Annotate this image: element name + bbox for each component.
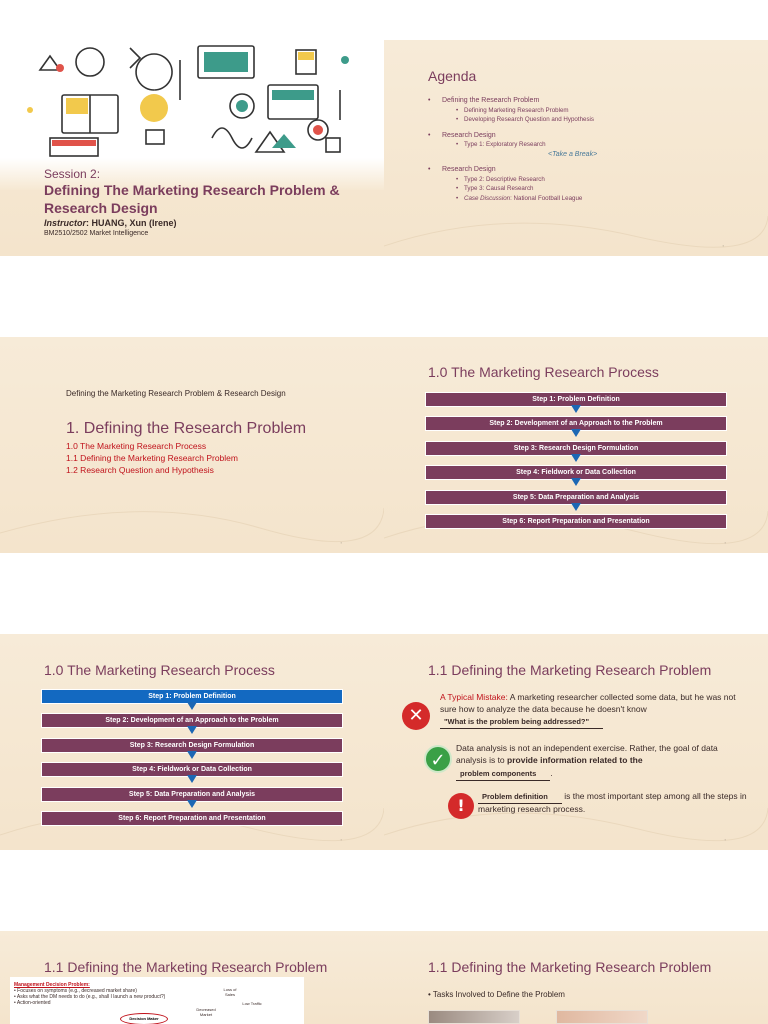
alert-icon: ! xyxy=(448,793,474,819)
down-arrow-icon xyxy=(187,726,197,734)
take-a-break: <Take a Break> xyxy=(548,150,598,158)
slide-5[interactable]: 1.0 The Marketing Research Process Step 1: Problem Definition Step 2: Development of an Approach to the Problem Step 3: Research Design Formulation Step 4: Fieldwork or Data Collection Step 5: Data Preparation and Analysis Step 6: Report Preparation and Presentation ▪ xyxy=(0,634,384,850)
definition-body: is the most important step among all the steps in marketing research process. xyxy=(478,791,747,814)
down-arrow-icon xyxy=(187,775,197,783)
analysis-bold: provide information related to the xyxy=(507,754,643,765)
down-arrow-icon xyxy=(571,429,581,437)
process-step-1: Step 1: Problem Definition xyxy=(425,392,727,407)
down-arrow-icon xyxy=(571,454,581,462)
slide-2[interactable]: Agenda • Defining the Research Problem • Defining Marketing Research Problem • Developing Research Question and Hypothesis • Research Design • Type 1: Exploratory Research <Take a Break> • Research Design • Type 2: Descriptive Research • Type 3: Causal Research • Case Discussion: National Football League ▪ xyxy=(384,40,768,256)
case-discussion-text: : National Football League xyxy=(510,194,583,202)
slide-6[interactable]: 1.1 Defining the Marketing Research Problem ✕ A Typical Mistake: A marketing researcher collected some data, but he was not sure how to analyze the data because he doesn't know "What is the problem being addressed?" ✓ Data analysis is not an independent exercise. Rather, the goal of data analysis is to provide information related to the problem components . ! Problem definition is the most important step among all the steps in marketing research process. ▪ xyxy=(384,634,768,850)
process-step-6: Step 6: Report Preparation and Presentation xyxy=(425,514,727,529)
down-arrow-icon xyxy=(571,405,581,413)
mdp-item: • Focuses on symptoms (e.g., decreased market share) xyxy=(14,988,137,994)
agenda-subitem: • Defining Marketing Research Problem xyxy=(428,106,748,116)
agenda-subitem: • Type 3: Causal Research xyxy=(428,184,748,194)
definition-text xyxy=(478,791,750,815)
process-step-5: Step 5: Data Preparation and Analysis xyxy=(41,787,343,802)
slide-1-title: Defining The Marketing Research Problem & Research Design xyxy=(44,182,340,216)
process-step-4: Step 4: Fieldwork or Data Collection xyxy=(41,762,343,777)
analysis-body: Data analysis is not an independent exercise. Rather, the goal of data analysis is to xyxy=(456,743,718,765)
process-step-4: Step 4: Fieldwork or Data Collection xyxy=(425,465,727,480)
down-arrow-icon xyxy=(187,751,197,759)
instructor-line xyxy=(44,218,177,228)
section-link: 1.0 The Marketing Research Process xyxy=(66,441,207,451)
diagram-label: Low Traffic xyxy=(242,1001,262,1006)
slide-3-wave xyxy=(0,483,384,553)
process-step-3: Step 3: Research Design Formulation xyxy=(41,738,343,753)
agenda-subitem: • Type 2: Descriptive Research xyxy=(428,175,748,185)
slide-5-heading: 1.0 The Marketing Research Process xyxy=(44,662,275,678)
mistake-quote-line xyxy=(440,716,603,729)
agenda-subitem xyxy=(428,194,748,204)
problem-definition-blank: Problem definition xyxy=(478,791,562,804)
process-step-5: Step 5: Data Preparation and Analysis xyxy=(425,490,727,505)
analysis-fill-line: problem components . xyxy=(456,768,553,781)
mdp-item: • Asks what the DM needs to do (e.g., shall I launch a new product?) xyxy=(14,994,166,1000)
process-step-2: Step 2: Development of an Approach to the Problem xyxy=(41,713,343,728)
mdp-block xyxy=(14,982,194,1006)
slide-3-title: 1. Defining the Research Problem xyxy=(66,420,307,437)
slide-4[interactable]: 1.0 The Marketing Research Process Step 1: Problem Definition Step 2: Development of an Approach to the Problem Step 3: Research Design Formulation Step 4: Fieldwork or Data Collection Step 5: Data Preparation and Analysis Step 6: Report Preparation and Presentation ▪ xyxy=(384,337,768,553)
mdp-item: • Action-oriented xyxy=(14,1000,51,1006)
agenda-heading: Agenda xyxy=(428,68,477,84)
process-step-3: Step 3: Research Design Formulation xyxy=(425,441,727,456)
slide-7[interactable] xyxy=(0,931,384,1024)
mistake-quote: "What is the problem being addressed?" xyxy=(440,716,603,729)
tasks-bullet: • Tasks Involved to Define the Problem xyxy=(428,990,565,999)
instructor-name: : HUANG, Xun (Irene) xyxy=(86,218,177,228)
instructor-label: Instructor xyxy=(44,218,87,228)
diagram-label: Decreased Market xyxy=(196,1007,216,1017)
mistake-body: A marketing researcher collected some data, but he was not sure how to analyze the data because he doesn't know xyxy=(440,692,736,714)
agenda-item: • Research Design xyxy=(428,165,748,175)
mistake-text xyxy=(440,692,750,715)
slide-3-items xyxy=(66,440,238,476)
case-discussion-label: Case Discussion xyxy=(464,194,511,202)
slide-8-heading: 1.1 Defining the Marketing Research Problem xyxy=(428,959,712,975)
decision-diagram xyxy=(10,977,304,1024)
agenda-item: • Defining the Research Problem xyxy=(428,96,748,106)
agenda-subitem: • Developing Research Question and Hypothesis xyxy=(428,115,748,125)
photo-1 xyxy=(428,1010,520,1024)
slide-3[interactable]: Defining the Marketing Research Problem & Research Design 1. Defining the Research Problem 1.0 The Marketing Research Process 1.1 Defining the Marketing Research Problem 1.2 Research Question and Hypothesis ▪ xyxy=(0,337,384,553)
section-link: 1.2 Research Question and Hypothesis xyxy=(66,465,214,475)
agenda-subitem: • Type 1: Exploratory Research xyxy=(428,140,748,150)
slide-8[interactable] xyxy=(384,931,768,1024)
slide-4-heading: 1.0 The Marketing Research Process xyxy=(428,364,659,380)
slide-3-subtitle: Defining the Marketing Research Problem & Research Design xyxy=(66,389,286,398)
down-arrow-icon xyxy=(187,800,197,808)
agenda-item: • Research Design xyxy=(428,131,748,141)
down-arrow-icon xyxy=(571,503,581,511)
check-icon: ✓ xyxy=(424,745,452,773)
process-step-2: Step 2: Development of an Approach to the Problem xyxy=(425,416,727,431)
slide-6-heading: 1.1 Defining the Marketing Research Problem xyxy=(428,662,712,678)
course-code: BM2510/2502 Market Intelligence xyxy=(44,230,149,237)
agenda-list xyxy=(428,96,748,203)
mistake-label: A Typical Mistake: xyxy=(440,692,508,702)
diagram-label: Loss of Sales xyxy=(223,987,237,997)
slide-7-heading: 1.1 Defining the Marketing Research Problem xyxy=(44,959,328,975)
analysis-text xyxy=(456,743,748,766)
process-step-1: Step 1: Problem Definition xyxy=(41,689,343,704)
session-label: Session 2: xyxy=(44,167,101,181)
problem-components-blank: problem components xyxy=(456,768,550,781)
slide-1[interactable] xyxy=(0,40,384,256)
section-link: 1.1 Defining the Marketing Research Problem xyxy=(66,453,238,463)
down-arrow-icon xyxy=(571,478,581,486)
error-x-icon: ✕ xyxy=(402,702,430,730)
down-arrow-icon xyxy=(187,702,197,710)
mdp-title: Management Decision Problem: xyxy=(14,982,90,988)
process-step-6: Step 6: Report Preparation and Presentation xyxy=(41,811,343,826)
photo-2 xyxy=(556,1010,648,1024)
decision-maker-node: Decision Maker xyxy=(120,1013,168,1024)
